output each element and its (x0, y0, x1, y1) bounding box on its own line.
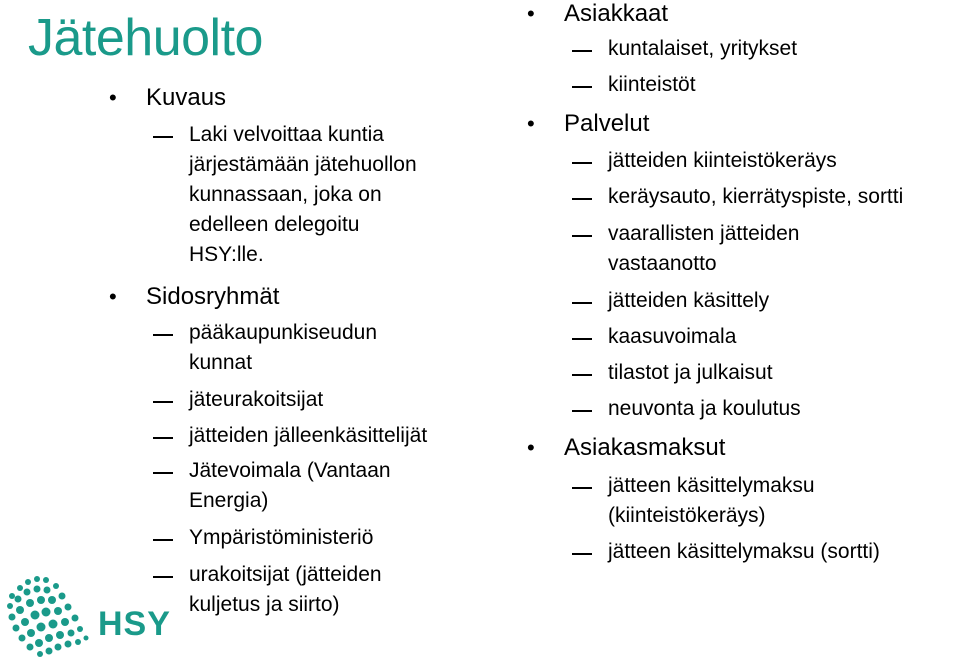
sub-item (189, 120, 417, 270)
bullet-dot-icon: • (527, 111, 535, 136)
dash-icon (572, 410, 592, 412)
dash-icon (153, 437, 173, 439)
logo-text: HSY (98, 605, 171, 643)
bullet-dot-icon: • (109, 284, 117, 309)
dash-icon (572, 50, 592, 52)
sub-item (189, 421, 427, 451)
bullet-kuvaus (109, 84, 227, 112)
sub-item-text: urakoitsijat (jätteiden kuljetus ja siirto) (189, 563, 382, 616)
dash-icon (572, 198, 592, 200)
bullet-sidosryhmat (109, 283, 280, 311)
section-heading: Asiakkaat (564, 0, 669, 27)
sub-item (189, 456, 391, 516)
bullet-dot-icon: • (527, 435, 535, 460)
sub-item (189, 560, 382, 620)
sub-item (189, 523, 373, 553)
section-heading: Sidosryhmät (146, 283, 280, 310)
dash-icon (572, 162, 592, 164)
sub-item (608, 70, 696, 100)
dash-icon (572, 487, 592, 489)
bullet-asiakkaat (527, 0, 669, 28)
sub-item (189, 318, 377, 378)
sub-item-text: neuvonta ja koulutus (608, 397, 801, 420)
sub-item-text: jätteen käsittelymaksu (sortti) (608, 540, 880, 563)
sub-item (608, 182, 903, 212)
dash-icon (572, 553, 592, 555)
sub-item-text: jäteurakoitsijat (189, 388, 324, 411)
dash-icon (572, 374, 592, 376)
sub-item (189, 385, 323, 415)
sub-item-text: Ympäristöministeriö (189, 526, 374, 549)
sub-item-text: vaarallisten jätteiden vastaanotto (608, 222, 800, 275)
dash-icon (153, 539, 173, 541)
sub-item-text: keräysauto, kierrätyspiste, sortti (608, 185, 904, 208)
dash-icon (572, 338, 592, 340)
bullet-dot-icon: • (109, 85, 117, 110)
sub-item (608, 322, 736, 352)
bullet-palvelut (527, 110, 650, 138)
dash-icon (153, 334, 173, 336)
sub-item-text: tilastot ja julkaisut (608, 361, 773, 384)
sub-item (608, 219, 799, 279)
dash-icon (153, 401, 173, 403)
sub-item-text: kaasuvoimala (608, 325, 737, 348)
sub-item-text: jätteen käsittelymaksu (kiinteistökeräys) (608, 474, 815, 527)
sub-item (608, 286, 769, 316)
dash-icon (153, 136, 173, 138)
sub-item-text: jätteiden käsittely (608, 289, 770, 312)
bullet-asiakasmaksut (527, 434, 726, 462)
sub-item-text: Jätevoimala (Vantaan Energia) (189, 459, 391, 512)
sub-item-text: pääkaupunkiseudun kunnat (189, 321, 377, 374)
sub-item-text: kiinteistöt (608, 73, 696, 96)
sub-item (608, 358, 773, 388)
sub-item (608, 34, 797, 64)
section-heading: Palvelut (564, 110, 650, 137)
sub-item (608, 471, 815, 531)
sub-item (608, 394, 801, 424)
section-heading: Kuvaus (146, 84, 227, 111)
sub-item (608, 537, 880, 567)
section-heading: Asiakasmaksut (564, 434, 726, 461)
dash-icon (572, 86, 592, 88)
dash-icon (572, 235, 592, 237)
sub-item (608, 146, 837, 176)
page-title: Jätehuolto (28, 9, 263, 67)
sub-item-text: jätteiden kiinteistökeräys (608, 149, 837, 172)
bullet-dot-icon: • (527, 1, 535, 26)
sub-item-text: Laki velvoittaa kuntia järjestämään jätehuollon kunnassaan, joka on edelleen delegoitu HSY:lle. (189, 123, 417, 266)
sub-item-text: kuntalaiset, yritykset (608, 37, 798, 60)
dash-icon (153, 472, 173, 474)
dash-icon (572, 302, 592, 304)
sub-item-text: jätteiden jälleenkäsittelijät (189, 424, 428, 447)
